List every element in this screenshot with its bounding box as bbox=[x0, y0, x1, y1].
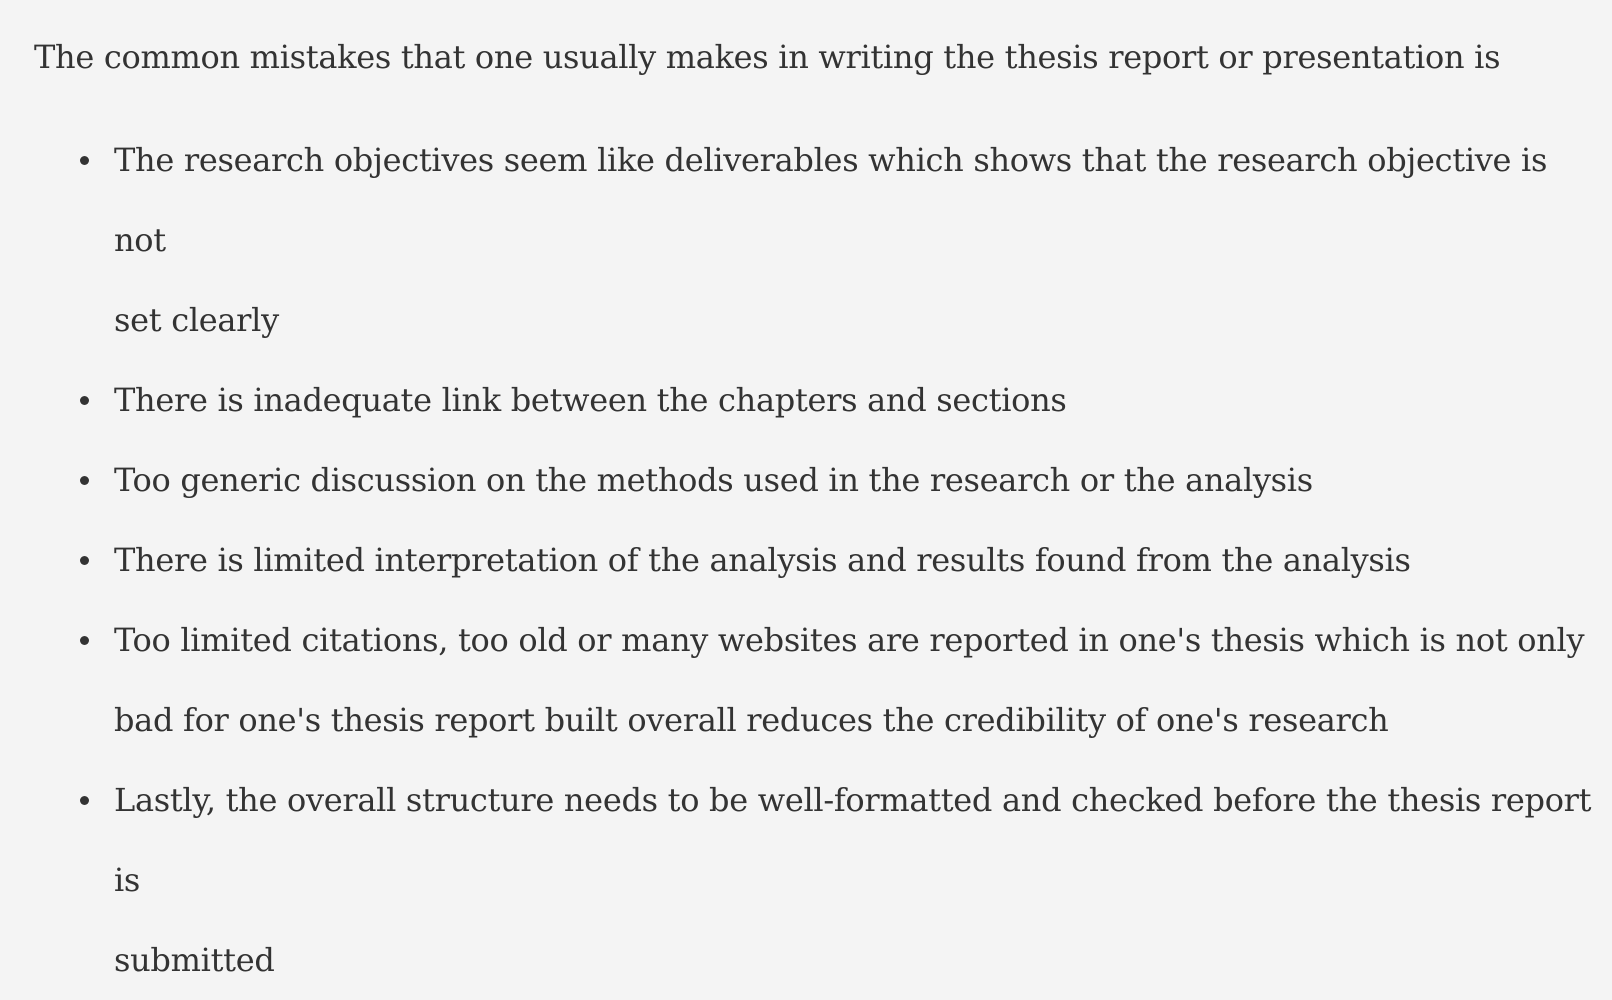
list-item bbox=[0, 760, 1612, 1000]
list-item-line: Too limited citations, too old or many websites are reported in one's thesis which is not only bbox=[114, 621, 1585, 659]
list-item-line: bad for one's thesis report built overall reduces the credibility of one's research bbox=[114, 701, 1389, 739]
list-item-line: Lastly, the overall structure needs to be well-formatted and checked before the thesis report is bbox=[114, 781, 1592, 899]
list-item bbox=[0, 120, 1612, 360]
list-item bbox=[0, 520, 1612, 600]
bullet-icon bbox=[80, 156, 89, 165]
list-item-line: Too generic discussion on the methods used in the research or the analysis bbox=[114, 461, 1313, 499]
bullet-icon bbox=[80, 556, 89, 565]
intro-paragraph: The common mistakes that one usually makes in writing the thesis report or presentation is bbox=[34, 38, 1501, 76]
list-item-line: There is inadequate link between the chapters and sections bbox=[114, 381, 1067, 419]
list-item bbox=[0, 440, 1612, 520]
bullet-icon bbox=[80, 636, 89, 645]
list-item bbox=[0, 360, 1612, 440]
bullet-icon bbox=[80, 396, 89, 405]
list-item-line: set clearly bbox=[114, 301, 279, 339]
mistakes-list bbox=[0, 120, 1612, 1000]
list-item bbox=[0, 600, 1612, 760]
list-item-line: The research objectives seem like deliverables which shows that the research objective is not bbox=[114, 141, 1548, 259]
bullet-icon bbox=[80, 796, 89, 805]
list-item-line: There is limited interpretation of the analysis and results found from the analysis bbox=[114, 541, 1411, 579]
list-item-line: submitted bbox=[114, 941, 275, 979]
bullet-icon bbox=[80, 476, 89, 485]
